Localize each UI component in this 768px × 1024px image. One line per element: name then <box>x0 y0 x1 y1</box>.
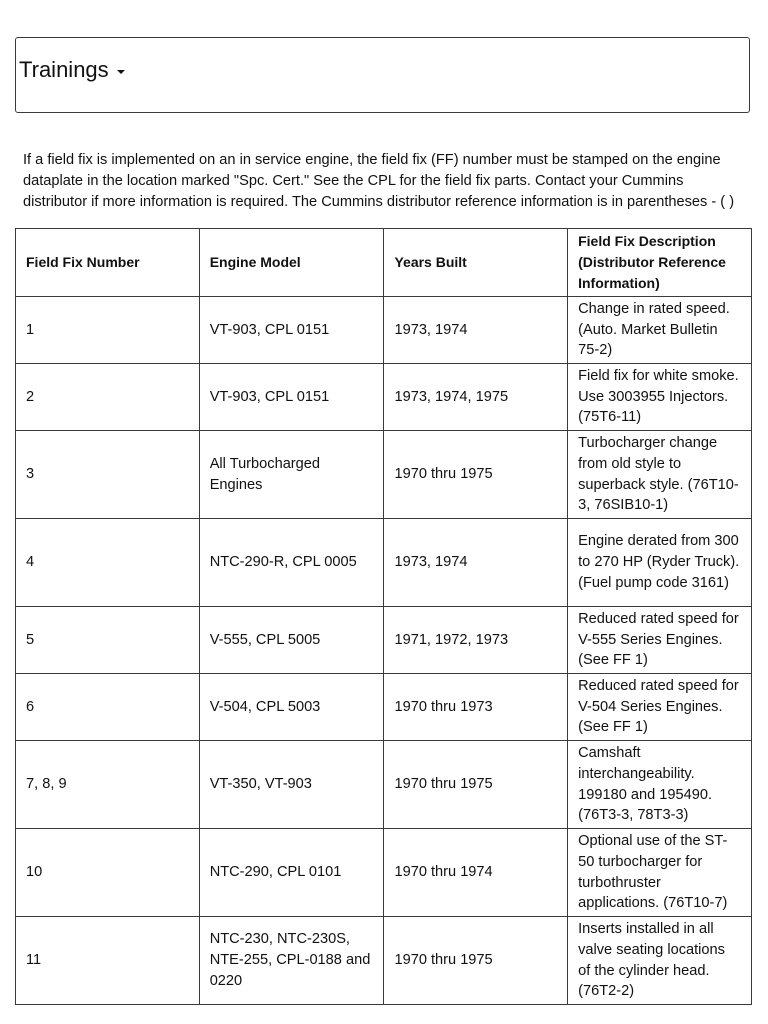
trainings-dropdown[interactable] <box>19 57 125 83</box>
cell-description: Change in rated speed. (Auto. Market Bulletin 75-2) <box>568 297 752 364</box>
cell-years-built: 1970 thru 1975 <box>384 917 568 1005</box>
cell-engine-model: All Turbocharged Engines <box>199 431 384 519</box>
table-row <box>16 741 752 829</box>
table-row <box>16 674 752 741</box>
table-row <box>16 519 752 607</box>
header-field-fix-number: Field Fix Number <box>16 229 200 297</box>
cell-field-fix-number: 3 <box>16 431 200 519</box>
cell-engine-model: VT-903, CPL 0151 <box>199 297 384 364</box>
cell-years-built: 1973, 1974 <box>384 519 568 607</box>
field-fix-table <box>15 228 752 1005</box>
cell-engine-model: VT-903, CPL 0151 <box>199 364 384 431</box>
cell-description: Turbocharger change from old style to superback style. (76T10-3, 76SIB10-1) <box>568 431 752 519</box>
cell-years-built: 1970 thru 1974 <box>384 829 568 917</box>
intro-paragraph: If a field fix is implemented on an in service engine, the field fix (FF) number must be stamped on the engine dataplate in the location marked "Spc. Cert." See the CPL for the field fix parts. Contact your Cummins distributor if more information is required. The Cummins distributor reference information is in parentheses - ( ) <box>23 151 735 210</box>
cell-field-fix-number: 5 <box>16 607 200 674</box>
cell-years-built: 1970 thru 1975 <box>384 741 568 829</box>
cell-description: Camshaft interchangeability. 199180 and 195490. (76T3-3, 78T3-3) <box>568 741 752 829</box>
cell-description: Optional use of the ST-50 turbocharger for turbothruster applications. (76T10-7) <box>568 829 752 917</box>
cell-years-built: 1973, 1974 <box>384 297 568 364</box>
cell-description: Reduced rated speed for V-555 Series Engines. (See FF 1) <box>568 607 752 674</box>
cell-field-fix-number: 2 <box>16 364 200 431</box>
table-row <box>16 829 752 917</box>
cell-field-fix-number: 1 <box>16 297 200 364</box>
cell-engine-model: V-555, CPL 5005 <box>199 607 384 674</box>
table-row <box>16 607 752 674</box>
table-row <box>16 431 752 519</box>
cell-years-built: 1970 thru 1975 <box>384 431 568 519</box>
cell-field-fix-number: 11 <box>16 917 200 1005</box>
cell-description: Inserts installed in all valve seating locations of the cylinder head. (76T2-2) <box>568 917 752 1005</box>
table-row <box>16 297 752 364</box>
cell-description: Reduced rated speed for V-504 Series Engines. (See FF 1) <box>568 674 752 741</box>
header-engine-model: Engine Model <box>199 229 384 297</box>
cell-years-built: 1971, 1972, 1973 <box>384 607 568 674</box>
header-field-fix-description: Field Fix Description (Distributor Reference Information) <box>568 229 752 297</box>
table-header-row <box>16 229 752 297</box>
cell-description: Field fix for white smoke. Use 3003955 Injectors. (75T6-11) <box>568 364 752 431</box>
trainings-panel <box>15 37 750 113</box>
cell-engine-model: VT-350, VT-903 <box>199 741 384 829</box>
caret-down-icon[interactable] <box>117 70 125 74</box>
cell-years-built: 1970 thru 1973 <box>384 674 568 741</box>
cell-engine-model: V-504, CPL 5003 <box>199 674 384 741</box>
cell-field-fix-number: 6 <box>16 674 200 741</box>
table-row <box>16 364 752 431</box>
cell-engine-model: NTC-290, CPL 0101 <box>199 829 384 917</box>
trainings-title: Trainings <box>19 57 109 82</box>
cell-field-fix-number: 7, 8, 9 <box>16 741 200 829</box>
cell-description: Engine derated from 300 to 270 HP (Ryder Truck). (Fuel pump code 3161) <box>568 519 752 607</box>
cell-engine-model: NTC-230, NTC-230S, NTE-255, CPL-0188 and 0220 <box>199 917 384 1005</box>
cell-engine-model: NTC-290-R, CPL 0005 <box>199 519 384 607</box>
cell-years-built: 1973, 1974, 1975 <box>384 364 568 431</box>
cell-field-fix-number: 4 <box>16 519 200 607</box>
table-row <box>16 917 752 1005</box>
cell-field-fix-number: 10 <box>16 829 200 917</box>
header-years-built: Years Built <box>384 229 568 297</box>
